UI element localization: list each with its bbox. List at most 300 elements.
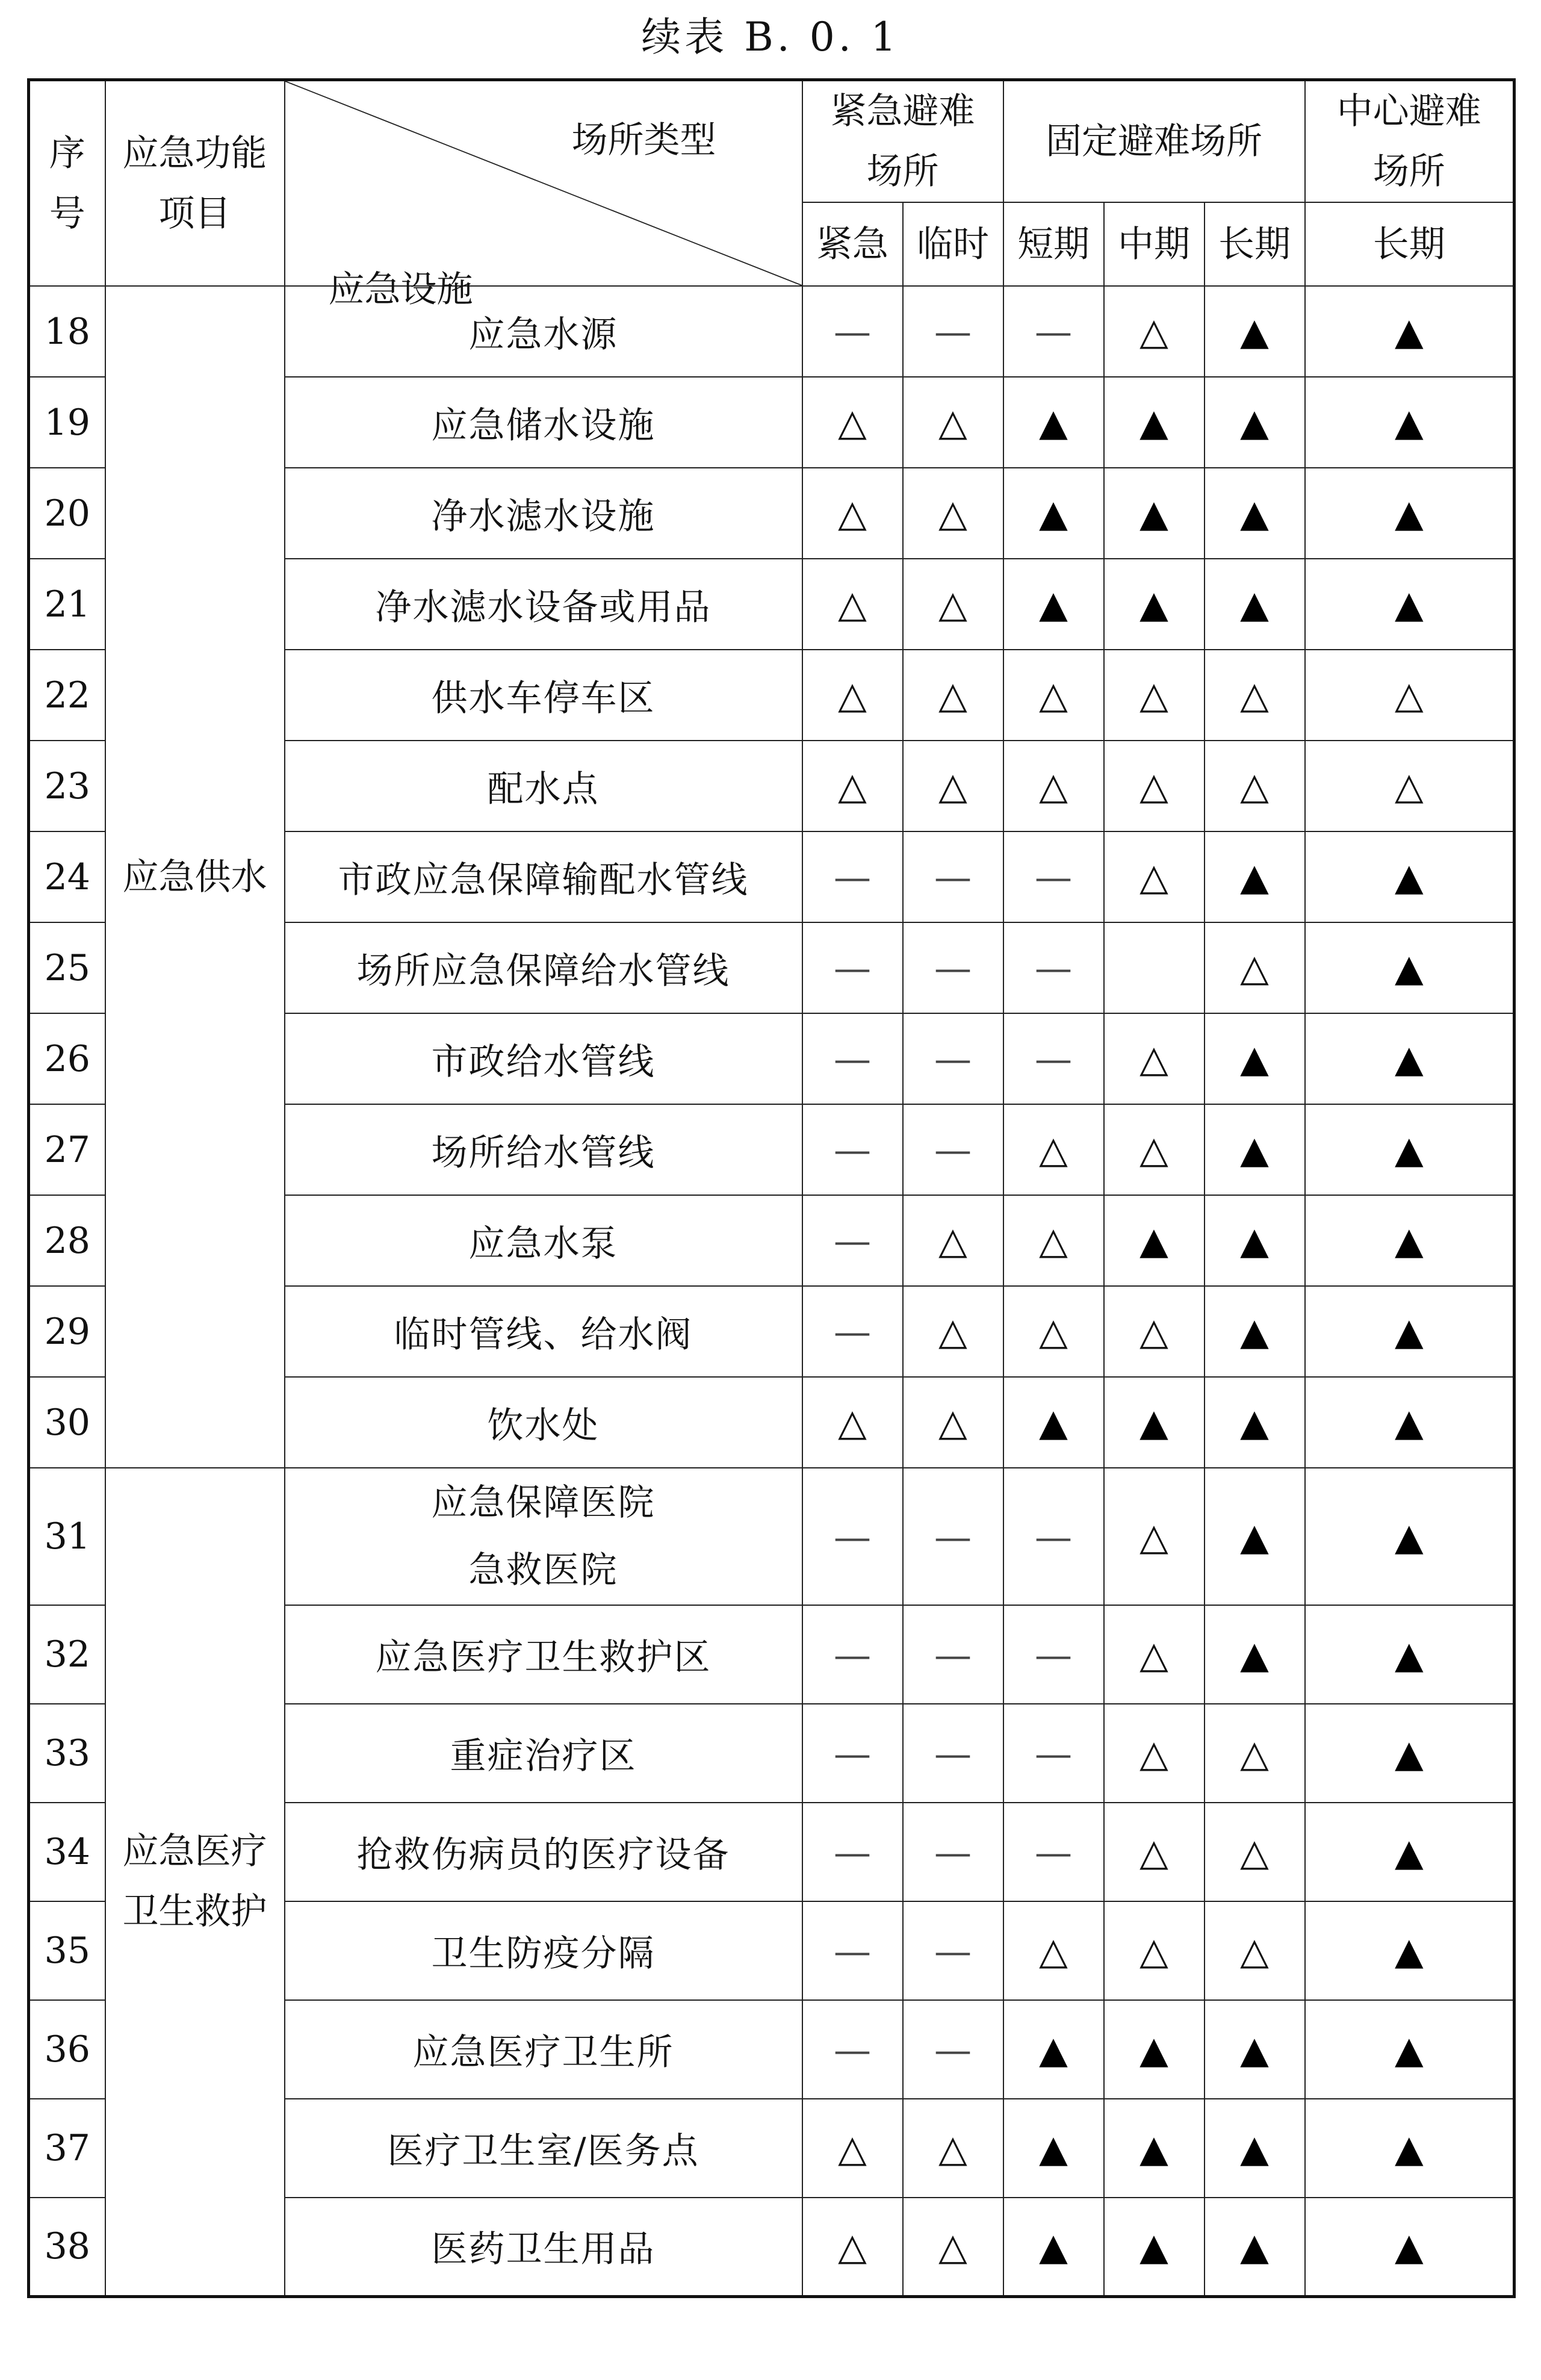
dash-icon: — bbox=[1035, 1514, 1072, 1559]
facility-name-line: 应急医疗卫生救护区 bbox=[375, 1636, 712, 1679]
open-triangle-icon: △ bbox=[1240, 1830, 1269, 1874]
dash-icon: — bbox=[934, 946, 972, 990]
cell-short bbox=[1003, 1468, 1104, 1605]
cell-long bbox=[1205, 1704, 1305, 1803]
cell-short bbox=[1003, 377, 1104, 468]
open-triangle-icon: △ bbox=[838, 673, 867, 717]
open-triangle-icon: △ bbox=[1139, 1310, 1168, 1353]
open-triangle-icon: △ bbox=[1039, 673, 1068, 717]
category-label-line: 应急供水 bbox=[122, 856, 267, 898]
cell-short bbox=[1003, 1195, 1104, 1286]
open-triangle-icon: △ bbox=[1039, 1128, 1068, 1172]
header-sub-temporary: 临时 bbox=[903, 202, 1003, 286]
cell-medium bbox=[1104, 1104, 1205, 1195]
open-triangle-icon: △ bbox=[838, 582, 867, 626]
facility-name-line: 饮水处 bbox=[487, 1404, 600, 1447]
filled-triangle-icon: ▲ bbox=[1240, 2224, 1269, 2269]
cell-long bbox=[1205, 1468, 1305, 1605]
open-triangle-icon: △ bbox=[1039, 1219, 1068, 1263]
filled-triangle-icon: ▲ bbox=[1394, 2224, 1424, 2269]
dash-icon: — bbox=[1035, 855, 1072, 899]
filled-triangle-icon: ▲ bbox=[1394, 946, 1424, 990]
dash-icon: — bbox=[934, 855, 972, 899]
row-number: 19 bbox=[29, 377, 105, 468]
cell-temporary bbox=[903, 1104, 1003, 1195]
cell-center-long bbox=[1305, 1901, 1515, 2000]
header-sub-long: 长期 bbox=[1205, 202, 1305, 286]
facility-name bbox=[285, 1803, 802, 1901]
open-triangle-icon: △ bbox=[838, 491, 867, 535]
dash-icon: — bbox=[834, 855, 871, 899]
cell-long bbox=[1205, 1195, 1305, 1286]
cell-medium bbox=[1104, 1377, 1205, 1468]
filled-triangle-icon: ▲ bbox=[1240, 400, 1269, 444]
row-number: 30 bbox=[29, 1377, 105, 1468]
filled-triangle-icon: ▲ bbox=[1139, 1400, 1168, 1444]
cell-center-long bbox=[1305, 922, 1515, 1013]
facility-name bbox=[285, 2198, 802, 2296]
row-number: 21 bbox=[29, 559, 105, 650]
cell-emergency bbox=[802, 286, 903, 377]
filled-triangle-icon: ▲ bbox=[1240, 1037, 1269, 1081]
header-group-emergency bbox=[802, 80, 1003, 203]
cell-medium bbox=[1104, 1195, 1205, 1286]
facility-name bbox=[285, 1704, 802, 1803]
open-triangle-icon: △ bbox=[1240, 673, 1269, 717]
open-triangle-icon: △ bbox=[1139, 1128, 1168, 1172]
cell-center-long bbox=[1305, 2198, 1515, 2296]
filled-triangle-icon: ▲ bbox=[1039, 491, 1068, 535]
cell-long bbox=[1205, 559, 1305, 650]
cell-short bbox=[1003, 2099, 1104, 2198]
filled-triangle-icon: ▲ bbox=[1394, 1632, 1424, 1677]
dash-icon: — bbox=[834, 1830, 871, 1874]
cell-long bbox=[1205, 2000, 1305, 2099]
cell-emergency bbox=[802, 2000, 903, 2099]
row-number: 32 bbox=[29, 1605, 105, 1704]
filled-triangle-icon: ▲ bbox=[1240, 1632, 1269, 1677]
dash-icon: — bbox=[1035, 1037, 1072, 1081]
open-triangle-icon: △ bbox=[838, 400, 867, 444]
facility-name bbox=[285, 650, 802, 741]
cell-emergency bbox=[802, 468, 903, 559]
dash-icon: — bbox=[1035, 309, 1072, 353]
cell-medium bbox=[1104, 1013, 1205, 1104]
cell-center-long bbox=[1305, 1704, 1515, 1803]
facility-name bbox=[285, 1104, 802, 1195]
cell-long bbox=[1205, 1104, 1305, 1195]
cell-temporary bbox=[903, 922, 1003, 1013]
facility-name-line: 医疗卫生室/医务点 bbox=[387, 2130, 699, 2172]
facility-name-line: 供水车停车区 bbox=[431, 677, 656, 719]
facility-name bbox=[285, 377, 802, 468]
cell-short bbox=[1003, 1605, 1104, 1704]
row-number: 22 bbox=[29, 650, 105, 741]
header-sub-short: 短期 bbox=[1003, 202, 1104, 286]
cell-medium bbox=[1104, 741, 1205, 831]
cell-medium bbox=[1104, 1803, 1205, 1901]
cell-emergency bbox=[802, 741, 903, 831]
open-triangle-icon: △ bbox=[1139, 1632, 1168, 1677]
open-triangle-icon: △ bbox=[1139, 855, 1168, 899]
facility-name-line: 净水滤水设备或用品 bbox=[375, 586, 712, 629]
facility-name bbox=[285, 1901, 802, 2000]
facility-name bbox=[285, 559, 802, 650]
table-caption: 续表 B. 0. 1 bbox=[641, 14, 900, 60]
dash-icon: — bbox=[934, 1037, 972, 1081]
header-group-fixed bbox=[1003, 80, 1305, 203]
open-triangle-icon: △ bbox=[838, 1400, 867, 1444]
cell-short bbox=[1003, 468, 1104, 559]
header-sub-emergency: 紧急 bbox=[802, 202, 903, 286]
cell-center-long bbox=[1305, 1195, 1515, 1286]
filled-triangle-icon: ▲ bbox=[1240, 1128, 1269, 1172]
facility-name bbox=[285, 2099, 802, 2198]
open-triangle-icon: △ bbox=[1139, 1514, 1168, 1559]
cell-temporary bbox=[903, 1013, 1003, 1104]
cell-medium bbox=[1104, 1901, 1205, 2000]
facility-name bbox=[285, 2000, 802, 2099]
open-triangle-icon: △ bbox=[1139, 1037, 1168, 1081]
cell-long bbox=[1205, 741, 1305, 831]
facility-name-line: 应急保障医院 bbox=[431, 1482, 656, 1524]
cell-temporary bbox=[903, 1704, 1003, 1803]
facility-name-line: 配水点 bbox=[487, 768, 600, 810]
cell-medium bbox=[1104, 1605, 1205, 1704]
header-group-center bbox=[1305, 80, 1515, 203]
header-sub-medium: 中期 bbox=[1104, 202, 1205, 286]
facility-name-line: 急救医院 bbox=[468, 1549, 618, 1591]
cell-long bbox=[1205, 922, 1305, 1013]
cell-temporary bbox=[903, 286, 1003, 377]
cell-center-long bbox=[1305, 650, 1515, 741]
cell-emergency bbox=[802, 377, 903, 468]
filled-triangle-icon: ▲ bbox=[1039, 2027, 1068, 2072]
filled-triangle-icon: ▲ bbox=[1394, 1219, 1424, 1263]
row-number: 38 bbox=[29, 2198, 105, 2296]
open-triangle-icon: △ bbox=[1240, 764, 1269, 808]
cell-center-long bbox=[1305, 468, 1515, 559]
cell-temporary bbox=[903, 1377, 1003, 1468]
header-group-center-line1: 中心避难 bbox=[1336, 90, 1481, 132]
facility-name-line: 重症治疗区 bbox=[450, 1735, 637, 1777]
facility-name bbox=[285, 1195, 802, 1286]
open-triangle-icon: △ bbox=[938, 1310, 967, 1353]
cell-short bbox=[1003, 2198, 1104, 2296]
dash-icon: — bbox=[834, 2027, 871, 2072]
open-triangle-icon: △ bbox=[1240, 1731, 1269, 1776]
cell-short bbox=[1003, 831, 1104, 922]
filled-triangle-icon: ▲ bbox=[1240, 309, 1269, 353]
header-group-emergency-line2: 场所 bbox=[866, 151, 939, 193]
cell-center-long bbox=[1305, 741, 1515, 831]
filled-triangle-icon: ▲ bbox=[1394, 855, 1424, 899]
open-triangle-icon: △ bbox=[838, 764, 867, 808]
open-triangle-icon: △ bbox=[938, 582, 967, 626]
dash-icon: — bbox=[834, 1928, 871, 1973]
open-triangle-icon: △ bbox=[1394, 764, 1424, 808]
cell-long bbox=[1205, 1013, 1305, 1104]
cell-center-long bbox=[1305, 1013, 1515, 1104]
facility-name bbox=[285, 1013, 802, 1104]
cell-emergency bbox=[802, 1195, 903, 1286]
filled-triangle-icon: ▲ bbox=[1394, 1514, 1424, 1559]
cell-medium bbox=[1104, 1286, 1205, 1377]
cell-temporary bbox=[903, 650, 1003, 741]
facility-name bbox=[285, 1286, 802, 1377]
cell-long bbox=[1205, 2099, 1305, 2198]
category-cell bbox=[105, 1468, 285, 2296]
cell-temporary bbox=[903, 741, 1003, 831]
header-group-fixed-line1: 固定避难场所 bbox=[1046, 120, 1263, 163]
cell-medium bbox=[1104, 831, 1205, 922]
open-triangle-icon: △ bbox=[938, 673, 967, 717]
header-diagonal-cell bbox=[285, 80, 802, 311]
filled-triangle-icon: ▲ bbox=[1039, 2224, 1068, 2269]
cell-emergency bbox=[802, 1704, 903, 1803]
facility-name-line: 应急储水设施 bbox=[431, 404, 656, 447]
filled-triangle-icon: ▲ bbox=[1039, 2126, 1068, 2170]
header-seq-line1: 序 bbox=[49, 132, 85, 175]
dash-icon: — bbox=[834, 1310, 871, 1353]
cell-temporary bbox=[903, 1286, 1003, 1377]
cell-short bbox=[1003, 922, 1104, 1013]
dash-icon: — bbox=[934, 1632, 972, 1677]
open-triangle-icon: △ bbox=[1139, 1731, 1168, 1776]
dash-icon: — bbox=[834, 1632, 871, 1677]
cell-medium bbox=[1104, 2099, 1205, 2198]
cell-temporary bbox=[903, 559, 1003, 650]
cell-long bbox=[1205, 1803, 1305, 1901]
cell-temporary bbox=[903, 831, 1003, 922]
cell-long bbox=[1205, 377, 1305, 468]
cell-medium bbox=[1104, 286, 1205, 377]
open-triangle-icon: △ bbox=[1039, 1310, 1068, 1353]
open-triangle-icon: △ bbox=[1139, 1830, 1168, 1874]
filled-triangle-icon: ▲ bbox=[1240, 1310, 1269, 1353]
cell-emergency bbox=[802, 650, 903, 741]
cell-center-long bbox=[1305, 1803, 1515, 1901]
cell-short bbox=[1003, 1286, 1104, 1377]
facility-name-line: 抢救伤病员的医疗设备 bbox=[356, 1834, 730, 1876]
header-function-line2: 项目 bbox=[158, 192, 231, 235]
filled-triangle-icon: ▲ bbox=[1240, 582, 1269, 626]
header-function-line1: 应急功能 bbox=[122, 132, 267, 175]
cell-emergency bbox=[802, 1605, 903, 1704]
cell-short bbox=[1003, 1901, 1104, 2000]
dash-icon: — bbox=[834, 1037, 871, 1081]
facility-name-line: 应急水源 bbox=[468, 313, 618, 356]
facility-name bbox=[285, 831, 802, 922]
cell-short bbox=[1003, 2000, 1104, 2099]
filled-triangle-icon: ▲ bbox=[1139, 2224, 1168, 2269]
open-triangle-icon: △ bbox=[838, 2224, 867, 2269]
filled-triangle-icon: ▲ bbox=[1240, 1514, 1269, 1559]
row-number: 18 bbox=[29, 286, 105, 377]
cell-center-long bbox=[1305, 377, 1515, 468]
cell-short bbox=[1003, 1704, 1104, 1803]
row-number: 26 bbox=[29, 1013, 105, 1104]
filled-triangle-icon: ▲ bbox=[1139, 400, 1168, 444]
category-label-line: 卫生救护 bbox=[122, 1891, 267, 1933]
cell-long bbox=[1205, 1605, 1305, 1704]
dash-icon: — bbox=[1035, 946, 1072, 990]
header-facility: 应急设施 bbox=[328, 269, 473, 311]
cell-emergency bbox=[802, 2198, 903, 2296]
cell-temporary bbox=[903, 2000, 1003, 2099]
cell-center-long bbox=[1305, 1605, 1515, 1704]
cell-temporary bbox=[903, 1468, 1003, 1605]
filled-triangle-icon: ▲ bbox=[1394, 1928, 1424, 1973]
filled-triangle-icon: ▲ bbox=[1039, 400, 1068, 444]
cell-center-long bbox=[1305, 1104, 1515, 1195]
filled-triangle-icon: ▲ bbox=[1139, 491, 1168, 535]
open-triangle-icon: △ bbox=[938, 491, 967, 535]
facility-name-line: 医药卫生用品 bbox=[431, 2228, 656, 2271]
filled-triangle-icon: ▲ bbox=[1394, 1037, 1424, 1081]
cell-temporary bbox=[903, 377, 1003, 468]
filled-triangle-icon: ▲ bbox=[1039, 582, 1068, 626]
dash-icon: — bbox=[1035, 1830, 1072, 1874]
cell-emergency bbox=[802, 831, 903, 922]
cell-temporary bbox=[903, 1195, 1003, 1286]
filled-triangle-icon: ▲ bbox=[1240, 2027, 1269, 2072]
row-number: 34 bbox=[29, 1803, 105, 1901]
filled-triangle-icon: ▲ bbox=[1240, 2126, 1269, 2170]
filled-triangle-icon: ▲ bbox=[1139, 2027, 1168, 2072]
facility-table bbox=[27, 78, 1516, 2298]
facility-name-line: 应急水泵 bbox=[468, 1222, 618, 1265]
cell-short bbox=[1003, 1104, 1104, 1195]
row-number: 35 bbox=[29, 1901, 105, 2000]
facility-name bbox=[285, 1377, 802, 1468]
dash-icon: — bbox=[934, 1731, 972, 1776]
cell-temporary bbox=[903, 2198, 1003, 2296]
filled-triangle-icon: ▲ bbox=[1394, 309, 1424, 353]
cell-temporary bbox=[903, 1605, 1003, 1704]
open-triangle-icon: △ bbox=[938, 400, 967, 444]
cell-temporary bbox=[903, 2099, 1003, 2198]
cell-long bbox=[1205, 286, 1305, 377]
dash-icon: — bbox=[834, 1219, 871, 1263]
header-place-type: 场所类型 bbox=[571, 119, 716, 161]
filled-triangle-icon: ▲ bbox=[1394, 1830, 1424, 1874]
filled-triangle-icon: ▲ bbox=[1394, 1400, 1424, 1444]
cell-emergency bbox=[802, 559, 903, 650]
dash-icon: — bbox=[834, 1731, 871, 1776]
facility-name-line: 应急医疗卫生所 bbox=[412, 2031, 674, 2074]
row-number: 25 bbox=[29, 922, 105, 1013]
open-triangle-icon: △ bbox=[938, 2126, 967, 2170]
filled-triangle-icon: ▲ bbox=[1139, 582, 1168, 626]
facility-name-line: 场所给水管线 bbox=[431, 1131, 656, 1174]
open-triangle-icon: △ bbox=[1139, 1928, 1168, 1973]
facility-name bbox=[285, 741, 802, 831]
cell-short bbox=[1003, 1013, 1104, 1104]
filled-triangle-icon: ▲ bbox=[1394, 400, 1424, 444]
row-number: 33 bbox=[29, 1704, 105, 1803]
cell-short bbox=[1003, 741, 1104, 831]
open-triangle-icon: △ bbox=[1139, 309, 1168, 353]
cell-medium bbox=[1104, 377, 1205, 468]
open-triangle-icon: △ bbox=[1394, 673, 1424, 717]
dash-icon: — bbox=[934, 1830, 972, 1874]
open-triangle-icon: △ bbox=[938, 1219, 967, 1263]
filled-triangle-icon: ▲ bbox=[1139, 1219, 1168, 1263]
open-triangle-icon: △ bbox=[1240, 946, 1269, 990]
cell-medium bbox=[1104, 922, 1205, 1013]
cell-temporary bbox=[903, 1803, 1003, 1901]
cell-temporary bbox=[903, 1901, 1003, 2000]
row-number: 28 bbox=[29, 1195, 105, 1286]
cell-center-long bbox=[1305, 286, 1515, 377]
cell-center-long bbox=[1305, 559, 1515, 650]
cell-medium bbox=[1104, 650, 1205, 741]
cell-emergency bbox=[802, 922, 903, 1013]
cell-temporary bbox=[903, 468, 1003, 559]
cell-medium bbox=[1104, 468, 1205, 559]
filled-triangle-icon: ▲ bbox=[1394, 1310, 1424, 1353]
dash-icon: — bbox=[1035, 1731, 1072, 1776]
open-triangle-icon: △ bbox=[1139, 673, 1168, 717]
cell-long bbox=[1205, 1901, 1305, 2000]
filled-triangle-icon: ▲ bbox=[1394, 1731, 1424, 1776]
cell-short bbox=[1003, 559, 1104, 650]
row-number: 36 bbox=[29, 2000, 105, 2099]
cell-center-long bbox=[1305, 1377, 1515, 1468]
facility-name-line: 净水滤水设施 bbox=[431, 495, 656, 538]
filled-triangle-icon: ▲ bbox=[1240, 1219, 1269, 1263]
cell-short bbox=[1003, 1803, 1104, 1901]
open-triangle-icon: △ bbox=[1039, 1928, 1068, 1973]
table-row bbox=[29, 286, 1515, 377]
open-triangle-icon: △ bbox=[838, 2126, 867, 2170]
row-number: 29 bbox=[29, 1286, 105, 1377]
facility-name-line: 市政应急保障输配水管线 bbox=[338, 859, 749, 901]
cell-medium bbox=[1104, 2000, 1205, 2099]
open-triangle-icon: △ bbox=[938, 764, 967, 808]
filled-triangle-icon: ▲ bbox=[1394, 2126, 1424, 2170]
row-number: 37 bbox=[29, 2099, 105, 2198]
filled-triangle-icon: ▲ bbox=[1039, 1400, 1068, 1444]
facility-name bbox=[285, 1468, 802, 1605]
cell-emergency bbox=[802, 2099, 903, 2198]
dash-icon: — bbox=[934, 1128, 972, 1172]
dash-icon: — bbox=[934, 309, 972, 353]
filled-triangle-icon: ▲ bbox=[1394, 2027, 1424, 2072]
header-seq bbox=[29, 80, 105, 287]
open-triangle-icon: △ bbox=[938, 2224, 967, 2269]
cell-long bbox=[1205, 2198, 1305, 2296]
cell-emergency bbox=[802, 1286, 903, 1377]
open-triangle-icon: △ bbox=[1039, 764, 1068, 808]
facility-name bbox=[285, 468, 802, 559]
dash-icon: — bbox=[834, 1514, 871, 1559]
open-triangle-icon: △ bbox=[938, 1400, 967, 1444]
category-label-line: 应急医疗 bbox=[122, 1830, 267, 1873]
cell-center-long bbox=[1305, 831, 1515, 922]
cell-emergency bbox=[802, 1104, 903, 1195]
filled-triangle-icon: ▲ bbox=[1139, 2126, 1168, 2170]
row-number: 24 bbox=[29, 831, 105, 922]
cell-short bbox=[1003, 1377, 1104, 1468]
cell-long bbox=[1205, 468, 1305, 559]
open-triangle-icon: △ bbox=[1240, 1928, 1269, 1973]
dash-icon: — bbox=[1035, 1632, 1072, 1677]
filled-triangle-icon: ▲ bbox=[1394, 1128, 1424, 1172]
cell-emergency bbox=[802, 1377, 903, 1468]
cell-short bbox=[1003, 650, 1104, 741]
